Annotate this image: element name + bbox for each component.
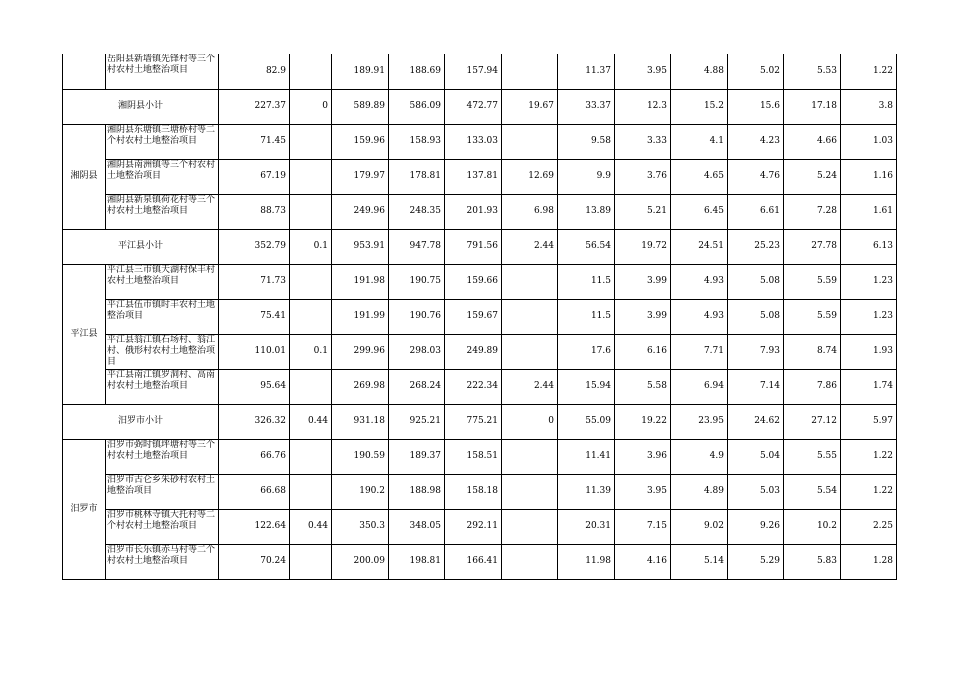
subtotal-cell: 6.13 xyxy=(841,229,897,264)
value-cell xyxy=(502,544,558,579)
value-cell: 4.93 xyxy=(671,264,728,299)
project-name-cell: 平江县三市镇天湖村保丰村农村土地整治项目 xyxy=(106,264,219,299)
value-cell xyxy=(502,334,558,369)
value-cell: 269.98 xyxy=(332,369,389,404)
value-cell: 190.75 xyxy=(389,264,445,299)
value-cell xyxy=(502,299,558,334)
value-cell: 4.9 xyxy=(671,439,728,474)
value-cell: 70.24 xyxy=(219,544,290,579)
subtotal-cell: 15.6 xyxy=(728,89,784,124)
value-cell: 222.34 xyxy=(445,369,502,404)
value-cell: 67.19 xyxy=(219,159,290,194)
value-cell: 5.21 xyxy=(615,194,671,229)
subtotal-cell: 19.67 xyxy=(502,89,558,124)
value-cell: 2.44 xyxy=(502,369,558,404)
value-cell: 157.94 xyxy=(445,54,502,89)
value-cell: 5.54 xyxy=(784,474,841,509)
value-cell: 9.9 xyxy=(558,159,615,194)
value-cell: 4.23 xyxy=(728,124,784,159)
value-cell: 200.09 xyxy=(332,544,389,579)
value-cell: 188.98 xyxy=(389,474,445,509)
value-cell: 4.76 xyxy=(728,159,784,194)
subtotal-cell: 2.44 xyxy=(502,229,558,264)
value-cell: 11.37 xyxy=(558,54,615,89)
value-cell: 5.14 xyxy=(671,544,728,579)
subtotal-cell: 589.89 xyxy=(332,89,389,124)
project-name-cell: 湘阴县新泉镇荷花村等三个村农村土地整治项目 xyxy=(106,194,219,229)
value-cell: 5.02 xyxy=(728,54,784,89)
value-cell xyxy=(502,474,558,509)
value-cell xyxy=(502,54,558,89)
value-cell: 158.93 xyxy=(389,124,445,159)
table-row xyxy=(63,54,897,89)
value-cell: 5.59 xyxy=(784,299,841,334)
value-cell: 189.91 xyxy=(332,54,389,89)
value-cell: 6.94 xyxy=(671,369,728,404)
subtotal-cell: 0 xyxy=(502,404,558,439)
value-cell: 0.1 xyxy=(290,334,332,369)
value-cell: 8.74 xyxy=(784,334,841,369)
value-cell: 159.66 xyxy=(445,264,502,299)
value-cell: 5.08 xyxy=(728,264,784,299)
value-cell: 4.66 xyxy=(784,124,841,159)
value-cell: 4.16 xyxy=(615,544,671,579)
table-row xyxy=(63,544,897,579)
table-row xyxy=(63,159,897,194)
subtotal-cell: 15.2 xyxy=(671,89,728,124)
value-cell: 17.6 xyxy=(558,334,615,369)
value-cell: 71.73 xyxy=(219,264,290,299)
table-row xyxy=(63,474,897,509)
value-cell: 166.41 xyxy=(445,544,502,579)
subtotal-cell: 586.09 xyxy=(389,89,445,124)
value-cell: 4.1 xyxy=(671,124,728,159)
subtotal-cell: 24.62 xyxy=(728,404,784,439)
value-cell: 249.96 xyxy=(332,194,389,229)
value-cell: 95.64 xyxy=(219,369,290,404)
county-cell: 汨罗市 xyxy=(63,439,106,579)
subtotal-cell: 227.37 xyxy=(219,89,290,124)
value-cell: 7.15 xyxy=(615,509,671,544)
value-cell: 201.93 xyxy=(445,194,502,229)
value-cell: 9.26 xyxy=(728,509,784,544)
table-row xyxy=(63,334,897,369)
value-cell: 5.24 xyxy=(784,159,841,194)
table-body xyxy=(63,54,897,579)
value-cell: 6.16 xyxy=(615,334,671,369)
value-cell: 6.61 xyxy=(728,194,784,229)
county-cell xyxy=(63,54,106,89)
value-cell: 4.65 xyxy=(671,159,728,194)
value-cell: 190.2 xyxy=(332,474,389,509)
subtotal-cell: 24.51 xyxy=(671,229,728,264)
value-cell: 5.83 xyxy=(784,544,841,579)
value-cell: 11.5 xyxy=(558,264,615,299)
value-cell: 3.76 xyxy=(615,159,671,194)
value-cell: 7.71 xyxy=(671,334,728,369)
value-cell: 188.69 xyxy=(389,54,445,89)
project-budget-table xyxy=(62,54,897,580)
value-cell: 1.16 xyxy=(841,159,897,194)
subtotal-cell: 25.23 xyxy=(728,229,784,264)
value-cell: 248.35 xyxy=(389,194,445,229)
value-cell: 198.81 xyxy=(389,544,445,579)
value-cell: 11.39 xyxy=(558,474,615,509)
value-cell: 268.24 xyxy=(389,369,445,404)
value-cell: 3.99 xyxy=(615,299,671,334)
value-cell: 3.95 xyxy=(615,474,671,509)
table-row xyxy=(63,439,897,474)
value-cell: 20.31 xyxy=(558,509,615,544)
value-cell: 10.2 xyxy=(784,509,841,544)
value-cell: 11.41 xyxy=(558,439,615,474)
value-cell: 0.44 xyxy=(290,509,332,544)
project-name-cell: 湘阴县东塘镇三塘桥村等二个村农村土地整治项目 xyxy=(106,124,219,159)
value-cell: 1.22 xyxy=(841,54,897,89)
subtotal-cell: 0.1 xyxy=(290,229,332,264)
subtotal-cell: 55.09 xyxy=(558,404,615,439)
subtotal-cell: 27.12 xyxy=(784,404,841,439)
subtotal-cell: 472.77 xyxy=(445,89,502,124)
subtotal-row xyxy=(63,404,897,439)
value-cell: 88.73 xyxy=(219,194,290,229)
value-cell: 249.89 xyxy=(445,334,502,369)
value-cell: 5.59 xyxy=(784,264,841,299)
project-name-cell: 湘阴县南洲镇等三个村农村土地整治项目 xyxy=(106,159,219,194)
subtotal-cell: 56.54 xyxy=(558,229,615,264)
value-cell: 110.01 xyxy=(219,334,290,369)
value-cell: 3.99 xyxy=(615,264,671,299)
project-name-cell: 平江县伍市镇时丰农村土地整治项目 xyxy=(106,299,219,334)
value-cell: 3.96 xyxy=(615,439,671,474)
value-cell: 1.93 xyxy=(841,334,897,369)
value-cell: 5.08 xyxy=(728,299,784,334)
subtotal-cell: 791.56 xyxy=(445,229,502,264)
value-cell xyxy=(290,124,332,159)
value-cell: 189.37 xyxy=(389,439,445,474)
project-name-cell: 平江县南江镇罗洞村、高南村农村土地整治项目 xyxy=(106,369,219,404)
value-cell: 7.93 xyxy=(728,334,784,369)
subtotal-cell: 23.95 xyxy=(671,404,728,439)
value-cell: 292.11 xyxy=(445,509,502,544)
value-cell: 299.96 xyxy=(332,334,389,369)
value-cell: 1.28 xyxy=(841,544,897,579)
project-name-cell: 汨罗市桃林寺镇大托村等二个村农村土地整治项目 xyxy=(106,509,219,544)
value-cell xyxy=(290,54,332,89)
value-cell: 133.03 xyxy=(445,124,502,159)
value-cell: 190.76 xyxy=(389,299,445,334)
value-cell: 11.98 xyxy=(558,544,615,579)
value-cell: 75.41 xyxy=(219,299,290,334)
value-cell: 82.9 xyxy=(219,54,290,89)
value-cell: 1.23 xyxy=(841,299,897,334)
subtotal-cell: 0.44 xyxy=(290,404,332,439)
value-cell: 4.88 xyxy=(671,54,728,89)
value-cell: 5.03 xyxy=(728,474,784,509)
subtotal-label: 汨罗市小计 xyxy=(63,404,219,439)
subtotal-cell: 5.97 xyxy=(841,404,897,439)
value-cell: 13.89 xyxy=(558,194,615,229)
value-cell: 6.98 xyxy=(502,194,558,229)
value-cell: 298.03 xyxy=(389,334,445,369)
value-cell: 5.04 xyxy=(728,439,784,474)
subtotal-cell: 953.91 xyxy=(332,229,389,264)
value-cell xyxy=(290,159,332,194)
value-cell: 7.14 xyxy=(728,369,784,404)
project-name-cell: 平江县翁江镇石场村、翁江村、俄形村农村土地整治项目 xyxy=(106,334,219,369)
project-name-cell: 汨罗市长乐镇赤马村等二个村农村土地整治项目 xyxy=(106,544,219,579)
table-row xyxy=(63,194,897,229)
value-cell: 12.69 xyxy=(502,159,558,194)
value-cell xyxy=(290,439,332,474)
value-cell: 1.22 xyxy=(841,439,897,474)
table-row xyxy=(63,509,897,544)
value-cell: 2.25 xyxy=(841,509,897,544)
value-cell: 5.58 xyxy=(615,369,671,404)
value-cell: 71.45 xyxy=(219,124,290,159)
subtotal-cell: 925.21 xyxy=(389,404,445,439)
value-cell: 350.3 xyxy=(332,509,389,544)
table-row xyxy=(63,264,897,299)
value-cell xyxy=(502,264,558,299)
value-cell: 5.29 xyxy=(728,544,784,579)
subtotal-cell: 12.3 xyxy=(615,89,671,124)
value-cell xyxy=(290,194,332,229)
subtotal-cell: 27.78 xyxy=(784,229,841,264)
subtotal-cell: 33.37 xyxy=(558,89,615,124)
value-cell: 1.61 xyxy=(841,194,897,229)
value-cell: 15.94 xyxy=(558,369,615,404)
subtotal-cell: 19.22 xyxy=(615,404,671,439)
value-cell: 159.67 xyxy=(445,299,502,334)
value-cell: 3.95 xyxy=(615,54,671,89)
subtotal-cell: 947.78 xyxy=(389,229,445,264)
value-cell: 6.45 xyxy=(671,194,728,229)
value-cell: 9.58 xyxy=(558,124,615,159)
subtotal-cell: 326.32 xyxy=(219,404,290,439)
subtotal-cell: 0 xyxy=(290,89,332,124)
value-cell xyxy=(502,439,558,474)
value-cell: 348.05 xyxy=(389,509,445,544)
value-cell: 7.86 xyxy=(784,369,841,404)
value-cell: 179.97 xyxy=(332,159,389,194)
subtotal-row xyxy=(63,89,897,124)
county-cell: 湘阴县 xyxy=(63,124,106,229)
value-cell: 190.59 xyxy=(332,439,389,474)
value-cell: 4.89 xyxy=(671,474,728,509)
table-row xyxy=(63,299,897,334)
subtotal-label: 平江县小计 xyxy=(63,229,219,264)
value-cell: 158.51 xyxy=(445,439,502,474)
table-row xyxy=(63,369,897,404)
value-cell: 1.23 xyxy=(841,264,897,299)
value-cell xyxy=(290,299,332,334)
value-cell: 11.5 xyxy=(558,299,615,334)
value-cell: 5.55 xyxy=(784,439,841,474)
table-row xyxy=(63,124,897,159)
value-cell: 191.98 xyxy=(332,264,389,299)
county-cell: 平江县 xyxy=(63,264,106,404)
value-cell: 158.18 xyxy=(445,474,502,509)
value-cell: 5.53 xyxy=(784,54,841,89)
value-cell: 1.22 xyxy=(841,474,897,509)
project-name-cell: 汨罗市弼时镇坪塘村等三个村农村土地整治项目 xyxy=(106,439,219,474)
subtotal-cell: 19.72 xyxy=(615,229,671,264)
value-cell xyxy=(502,124,558,159)
project-name-cell: 岳阳县新墙镇先锋村等三个村农村土地整治项目 xyxy=(106,54,219,89)
subtotal-row xyxy=(63,229,897,264)
subtotal-cell: 775.21 xyxy=(445,404,502,439)
project-name-cell: 汨罗市古仑乡朱砂村农村土地整治项目 xyxy=(106,474,219,509)
value-cell xyxy=(290,264,332,299)
value-cell: 9.02 xyxy=(671,509,728,544)
subtotal-cell: 17.18 xyxy=(784,89,841,124)
value-cell: 137.81 xyxy=(445,159,502,194)
value-cell: 66.68 xyxy=(219,474,290,509)
subtotal-cell: 352.79 xyxy=(219,229,290,264)
value-cell xyxy=(290,474,332,509)
value-cell: 7.28 xyxy=(784,194,841,229)
value-cell: 122.64 xyxy=(219,509,290,544)
value-cell: 66.76 xyxy=(219,439,290,474)
value-cell xyxy=(502,509,558,544)
value-cell: 4.93 xyxy=(671,299,728,334)
value-cell: 1.03 xyxy=(841,124,897,159)
value-cell xyxy=(290,369,332,404)
value-cell: 191.99 xyxy=(332,299,389,334)
value-cell: 159.96 xyxy=(332,124,389,159)
value-cell: 178.81 xyxy=(389,159,445,194)
subtotal-cell: 931.18 xyxy=(332,404,389,439)
value-cell xyxy=(290,544,332,579)
value-cell: 3.33 xyxy=(615,124,671,159)
subtotal-cell: 3.8 xyxy=(841,89,897,124)
value-cell: 1.74 xyxy=(841,369,897,404)
subtotal-label: 湘阴县小计 xyxy=(63,89,219,124)
